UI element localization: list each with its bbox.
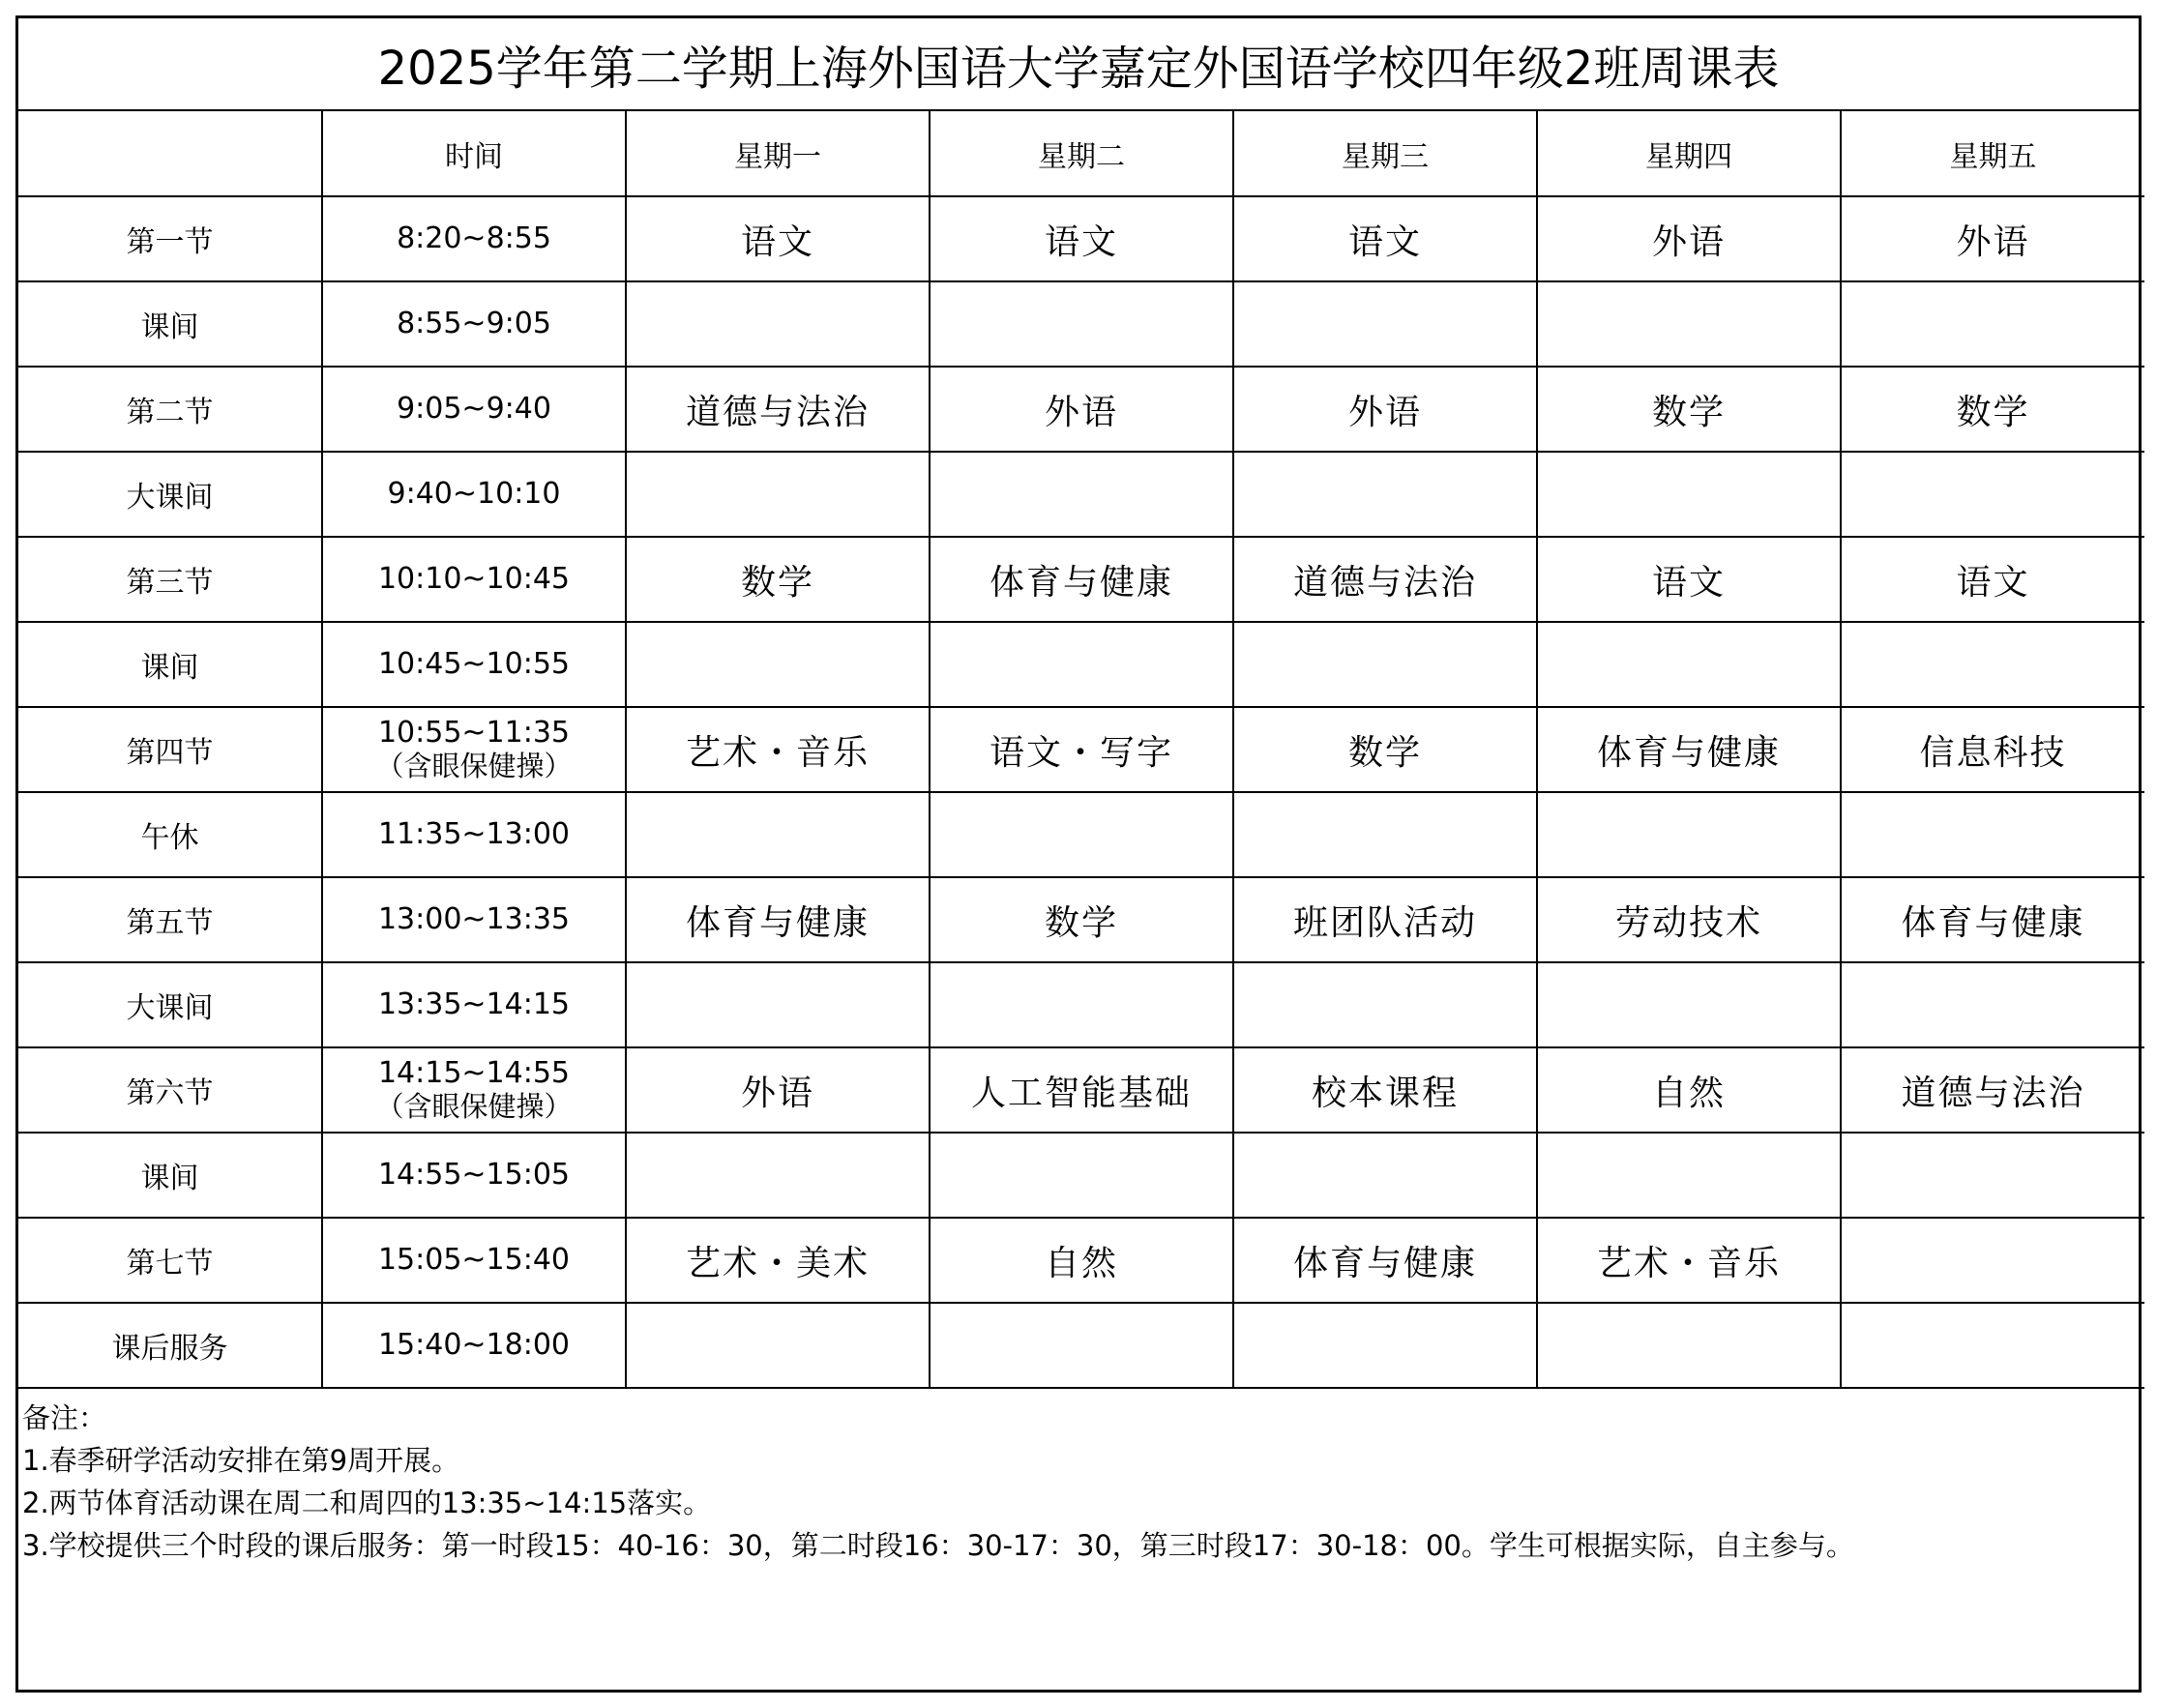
time-cell [322,622,626,707]
time-cell [322,196,626,281]
table-row [18,281,2144,367]
table-row [18,196,2144,281]
day-header-mon: 星期一 [626,111,930,196]
subject-cell: 语文・写字 [930,707,1233,792]
subject-cell [1841,281,2144,367]
subject-cell: 数学 [930,877,1233,962]
time-range: 10:55~11:35 [377,716,571,751]
notes-section [18,1389,2139,1575]
day-header-tue: 星期二 [930,111,1233,196]
subject-cell [1841,792,2144,877]
timetable-sheet [15,15,2142,1693]
subject-cell [930,452,1233,537]
subject-cell: 数学 [626,537,930,622]
table-row [18,877,2144,962]
notes-heading: 备注： [22,1401,107,1434]
subject-cell [1537,281,1841,367]
subject-cell [1841,622,2144,707]
subject-cell: 体育与健康 [1233,1218,1537,1303]
subject-cell: 外语 [1233,367,1537,452]
period-label: 第三节 [18,537,322,622]
subject-cell: 班团队活动 [1233,877,1537,962]
period-label: 第四节 [18,707,322,792]
subject-cell: 信息科技 [1841,707,2144,792]
subject-cell: 语文 [1537,537,1841,622]
subject-cell: 道德与法治 [1841,1047,2144,1133]
time-cell [322,1303,626,1388]
subject-cell [930,1303,1233,1388]
time-cell [322,962,626,1047]
note-item: 2.两节体育活动课在周二和周四的13:35~14:15落实。 [22,1487,712,1519]
subject-cell [1841,962,2144,1047]
subject-cell [1841,1303,2144,1388]
subject-cell [1537,1303,1841,1388]
time-range: 13:35~14:15 [377,987,571,1021]
subject-cell: 外语 [626,1047,930,1133]
subject-cell: 体育与健康 [930,537,1233,622]
subject-cell: 校本课程 [1233,1047,1537,1133]
period-label: 大课间 [18,452,322,537]
time-cell [322,1133,626,1218]
subject-cell [626,622,930,707]
corner-cell [18,111,322,196]
period-label: 课间 [18,1133,322,1218]
subject-cell [1233,1133,1537,1218]
subject-cell [1233,281,1537,367]
day-header-thu: 星期四 [1537,111,1841,196]
time-note: （含眼保健操） [375,749,573,782]
time-cell [322,452,626,537]
subject-cell: 道德与法治 [626,367,930,452]
time-cell [322,537,626,622]
time-range: 13:00~13:35 [377,901,571,936]
subject-cell [626,1303,930,1388]
subject-cell [930,281,1233,367]
time-cell [322,367,626,452]
table-row [18,1218,2144,1303]
time-cell [322,1218,626,1303]
subject-cell: 数学 [1841,367,2144,452]
page-title: 2025学年第二学期上海外国语大学嘉定外国语学校四年级2班周课表 [18,18,2139,111]
time-note: （含眼保健操） [375,1089,573,1123]
period-label: 第二节 [18,367,322,452]
period-label: 午休 [18,792,322,877]
time-cell [322,1047,626,1133]
subject-cell [1841,1133,2144,1218]
period-label: 课间 [18,281,322,367]
subject-cell: 语文 [1233,196,1537,281]
time-range: 11:35~13:00 [377,816,571,851]
period-label: 第六节 [18,1047,322,1133]
subject-cell: 数学 [1233,707,1537,792]
period-label: 课间 [18,622,322,707]
time-range: 14:15~14:55 [377,1056,571,1091]
subject-cell [930,622,1233,707]
subject-cell: 道德与法治 [1233,537,1537,622]
header-row [18,111,2144,196]
table-row [18,707,2144,792]
subject-cell: 体育与健康 [1841,877,2144,962]
time-range: 10:45~10:55 [377,646,571,681]
subject-cell: 自然 [1537,1047,1841,1133]
subject-cell [930,792,1233,877]
table-row [18,1047,2144,1133]
subject-cell [1841,1218,2144,1303]
subject-cell [626,281,930,367]
subject-cell [930,962,1233,1047]
subject-cell: 语文 [930,196,1233,281]
subject-cell: 语文 [1841,537,2144,622]
subject-cell [1233,452,1537,537]
subject-cell [1233,622,1537,707]
time-cell [322,281,626,367]
subject-cell: 体育与健康 [1537,707,1841,792]
note-item: 1.春季研学活动安排在第9周开展。 [22,1444,460,1477]
time-range: 8:55~9:05 [397,306,551,340]
subject-cell [1537,452,1841,537]
timetable [18,111,2144,1389]
table-row [18,367,2144,452]
time-range: 8:20~8:55 [397,221,551,255]
time-cell [322,792,626,877]
subject-cell: 语文 [626,196,930,281]
subject-cell [1233,962,1537,1047]
subject-cell [626,792,930,877]
time-range: 9:05~9:40 [397,391,551,426]
subject-cell: 劳动技术 [1537,877,1841,962]
subject-cell: 外语 [1537,196,1841,281]
time-cell [322,707,626,792]
note-item: 3.学校提供三个时段的课后服务：第一时段15：40-16：30，第二时段16：30-17：30，第三时段17：30-18：00。学生可根据实际，自主参与。 [22,1529,1854,1562]
time-cell [322,877,626,962]
table-row [18,537,2144,622]
period-label: 第五节 [18,877,322,962]
subject-cell [1537,622,1841,707]
subject-cell [1841,452,2144,537]
subject-cell: 自然 [930,1218,1233,1303]
subject-cell: 艺术・音乐 [626,707,930,792]
time-range: 9:40~10:10 [387,476,561,511]
table-row [18,1303,2144,1388]
day-header-fri: 星期五 [1841,111,2144,196]
time-range: 14:55~15:05 [377,1157,571,1192]
subject-cell [626,452,930,537]
table-row [18,452,2144,537]
subject-cell: 人工智能基础 [930,1047,1233,1133]
subject-cell [1233,792,1537,877]
table-row [18,1133,2144,1218]
table-row [18,962,2144,1047]
time-range: 10:10~10:45 [377,561,571,596]
day-header-wed: 星期三 [1233,111,1537,196]
time-header: 时间 [322,111,626,196]
subject-cell [930,1133,1233,1218]
subject-cell [1537,792,1841,877]
subject-cell: 艺术・美术 [626,1218,930,1303]
subject-cell [626,962,930,1047]
subject-cell: 体育与健康 [626,877,930,962]
subject-cell [1537,962,1841,1047]
table-row [18,622,2144,707]
table-row [18,792,2144,877]
period-label: 第一节 [18,196,322,281]
period-label: 第七节 [18,1218,322,1303]
time-range: 15:05~15:40 [377,1242,571,1277]
subject-cell [1537,1133,1841,1218]
subject-cell: 外语 [930,367,1233,452]
subject-cell: 外语 [1841,196,2144,281]
period-label: 课后服务 [18,1303,322,1388]
time-range: 15:40~18:00 [377,1327,571,1362]
subject-cell [626,1133,930,1218]
subject-cell: 艺术・音乐 [1537,1218,1841,1303]
subject-cell: 数学 [1537,367,1841,452]
subject-cell [1233,1303,1537,1388]
period-label: 大课间 [18,962,322,1047]
